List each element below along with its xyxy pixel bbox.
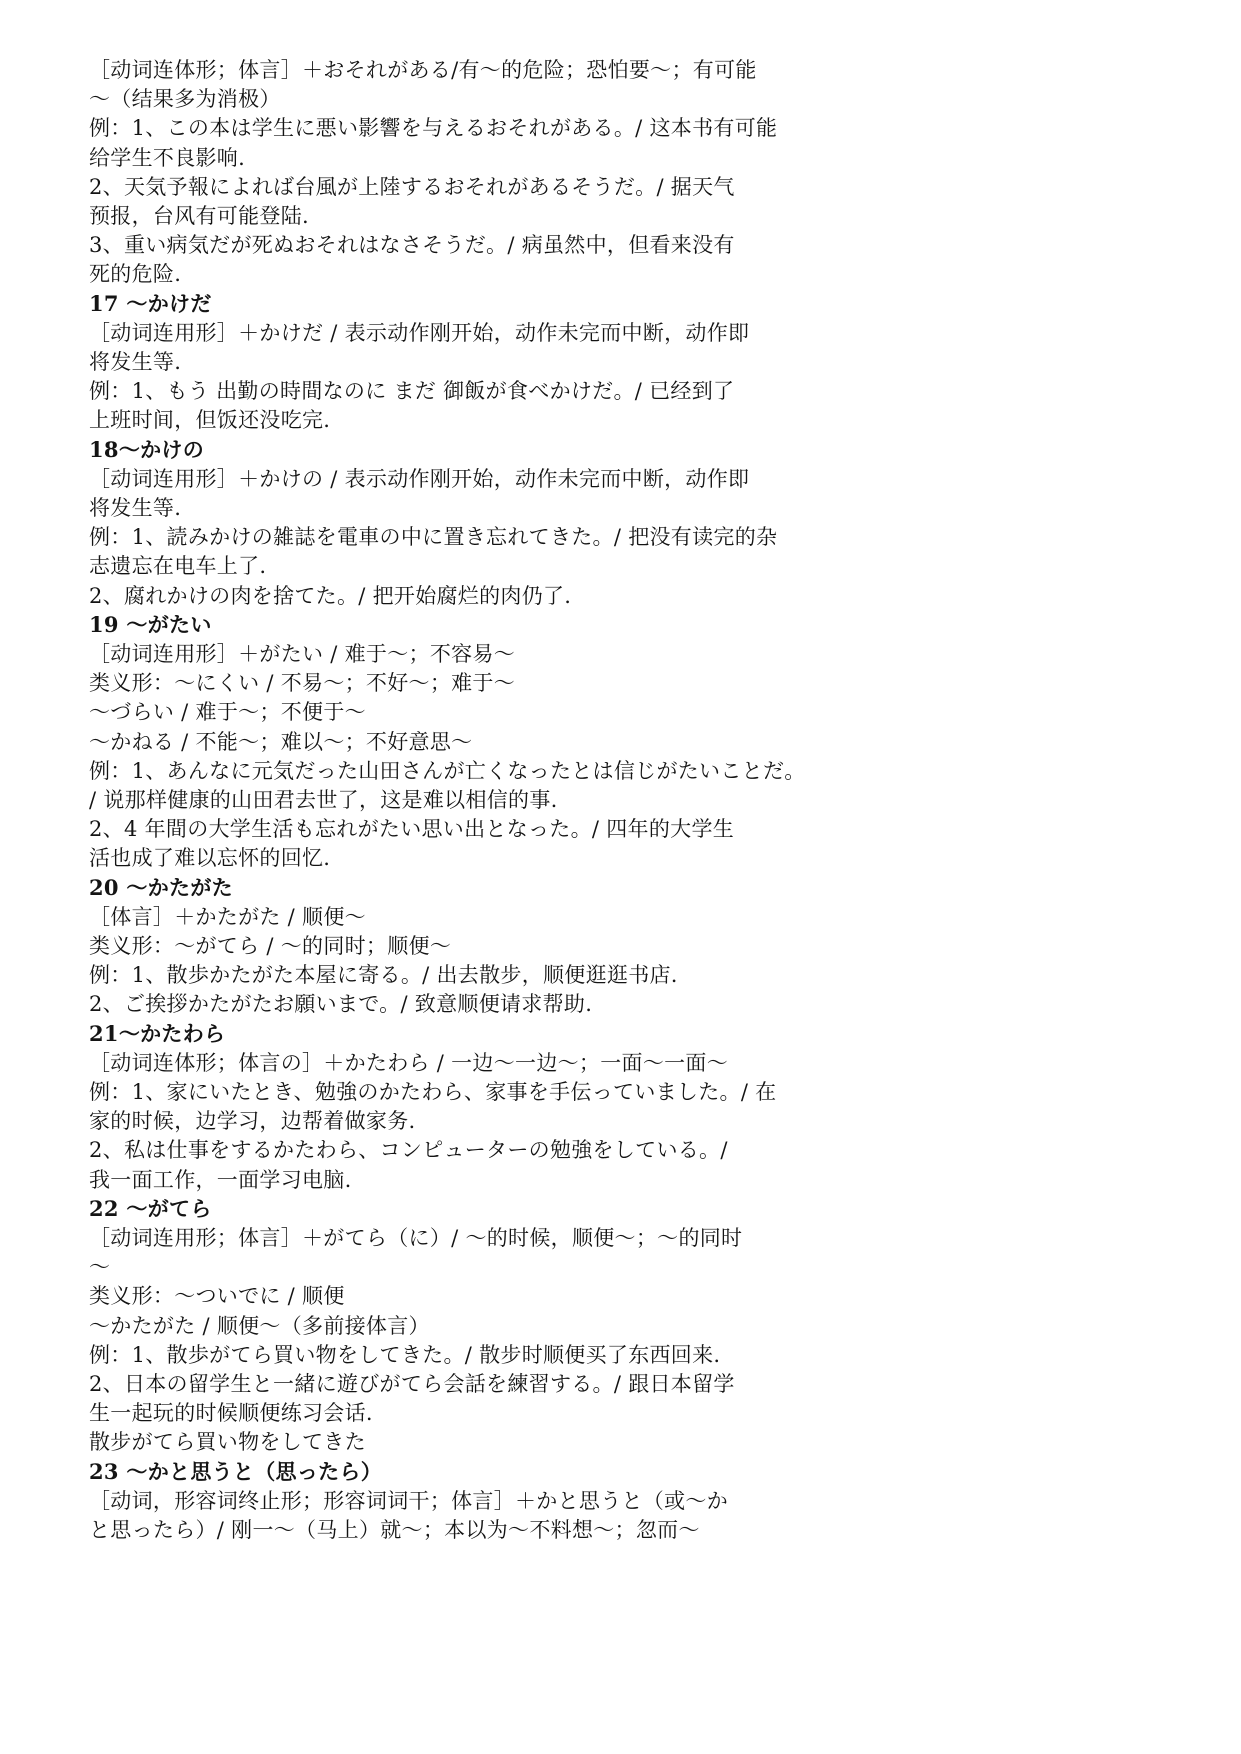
text-line: 家的时候，边学习，边帮着做家务. (89, 1109, 416, 1134)
text-line: 类义形：～にくい / 不易～；不好～；难于～ (89, 671, 516, 696)
text-line: 2、日本の留学生と一緒に遊びがてら会話を練習する。/ 跟日本留学 (89, 1372, 735, 1396)
section-heading: 21～かたわら (89, 1020, 226, 1046)
section-heading: 22 ～がてら (89, 1195, 212, 1221)
text-line: 给学生不良影响. (89, 145, 246, 170)
section-heading: 18～かけの (89, 436, 205, 462)
text-line: ～づらい / 难于～；不便于～ (89, 700, 366, 725)
text-line: 例：1、もう 出勤の時間なのに まだ 御飯が食べかけだ。/ 已经到了 (89, 379, 735, 404)
text-line: 2、ご挨拶かたがたお願いまで。/ 致意顺便请求帮助. (89, 992, 593, 1017)
text-line: 例：1、散歩がてら買い物をしてきた。/ 散步时顺便买了东西回来. (89, 1342, 721, 1367)
text-line: 志遗忘在电车上了. (89, 554, 267, 579)
text-line: 将发生等. (89, 350, 182, 374)
text-line: ～ (89, 1255, 111, 1280)
text-line: 预报，台风有可能登陆. (89, 204, 309, 228)
text-line: 我一面工作，一面学习电脑. (89, 1167, 352, 1192)
text-line: ［动词连用形］＋がたい / 难于～；不容易～ (89, 642, 516, 666)
text-line: ［动词连体形；体言の］＋かたわら / 一边～一边～；一面～一面～ (89, 1050, 729, 1075)
text-line: 例：1、この本は学生に悪い影響を与えるおそれがある。/ 这本书有可能 (89, 116, 778, 141)
text-line: 2、腐れかけの肉を捨てた。/ 把开始腐烂的肉仍了. (89, 583, 572, 608)
section-heading: 17 ～かけだ (89, 290, 212, 316)
text-line: ～かたがた / 顺便～（多前接体言） (89, 1313, 430, 1338)
text-line: ［体言］＋かたがた / 顺便～ (89, 904, 366, 929)
text-line: 2、4 年間の大学生活も忘れがたい思い出となった。/ 四年的大学生 (89, 817, 735, 842)
text-line: ［动词连用形］＋かけだ / 表示动作刚开始，动作未完而中断，动作即 (89, 320, 750, 345)
text-line: / 说那样健康的山田君去世了，这是难以相信的事. (89, 788, 558, 812)
text-line: 类义形：～ついでに / 顺便 (89, 1284, 345, 1309)
text-line: 生一起玩的时候顺便练习会话. (89, 1401, 373, 1426)
text-line: 2、天気予報によれば台風が上陸するおそれがあるそうだ。/ 据天气 (89, 174, 735, 199)
text-line: 2、私は仕事をするかたわら、コンピューターの勉強をしている。/ (89, 1138, 728, 1163)
text-line: ［动词连体形；体言］＋おそれがある/有～的危险；恐怕要～；有可能 (89, 58, 757, 82)
text-line: 例：1、読みかけの雑誌を電車の中に置き忘れてきた。/ 把没有读完的杂 (89, 525, 778, 550)
text-line: 散步がてら買い物をしてきた (89, 1430, 366, 1455)
text-line: 类义形：～がてら / ～的同时；顺便～ (89, 934, 452, 958)
text-line: 将发生等. (89, 496, 182, 520)
section-heading: 23 ～かと思うと（思ったら） (89, 1458, 383, 1484)
text-line: ［动词连用形］＋かけの / 表示动作刚开始，动作未完而中断，动作即 (89, 466, 750, 491)
text-line: と思ったら）/ 刚一～（马上）就～；本以为～不料想～；忽而～ (89, 1518, 700, 1542)
text-line: 例：1、あんなに元気だった山田さんが亡くなったとは信じがたいことだ。 (89, 758, 806, 783)
text-line: 活也成了难以忘怀的回忆. (89, 846, 331, 871)
section-heading: 20 ～かたがた (89, 874, 233, 900)
text-line: 死的危险. (89, 262, 182, 287)
text-line: ～（结果多为消极） (89, 87, 281, 112)
text-line: 例：1、散歩かたがた本屋に寄る。/ 出去散步，顺便逛逛书店. (89, 963, 678, 988)
section-heading: 19 ～がたい (89, 611, 212, 637)
text-line: ～かねる / 不能～；难以～；不好意思～ (89, 729, 473, 754)
text-line: ［动词，形容词终止形；形容词词干；体言］＋かと思うと（或～か (89, 1488, 728, 1513)
text-line: 例：1、家にいたとき、勉強のかたわら、家事を手伝っていました。/ 在 (89, 1080, 777, 1104)
text-line: 上班时间，但饭还没吃完. (89, 408, 331, 433)
text-line: ［动词连用形；体言］＋がてら（に）/ ～的时候，顺便～；～的同时 (89, 1226, 743, 1250)
text-line: 3、重い病気だが死ぬおそれはなさそうだ。/ 病虽然中，但看来没有 (89, 233, 735, 258)
